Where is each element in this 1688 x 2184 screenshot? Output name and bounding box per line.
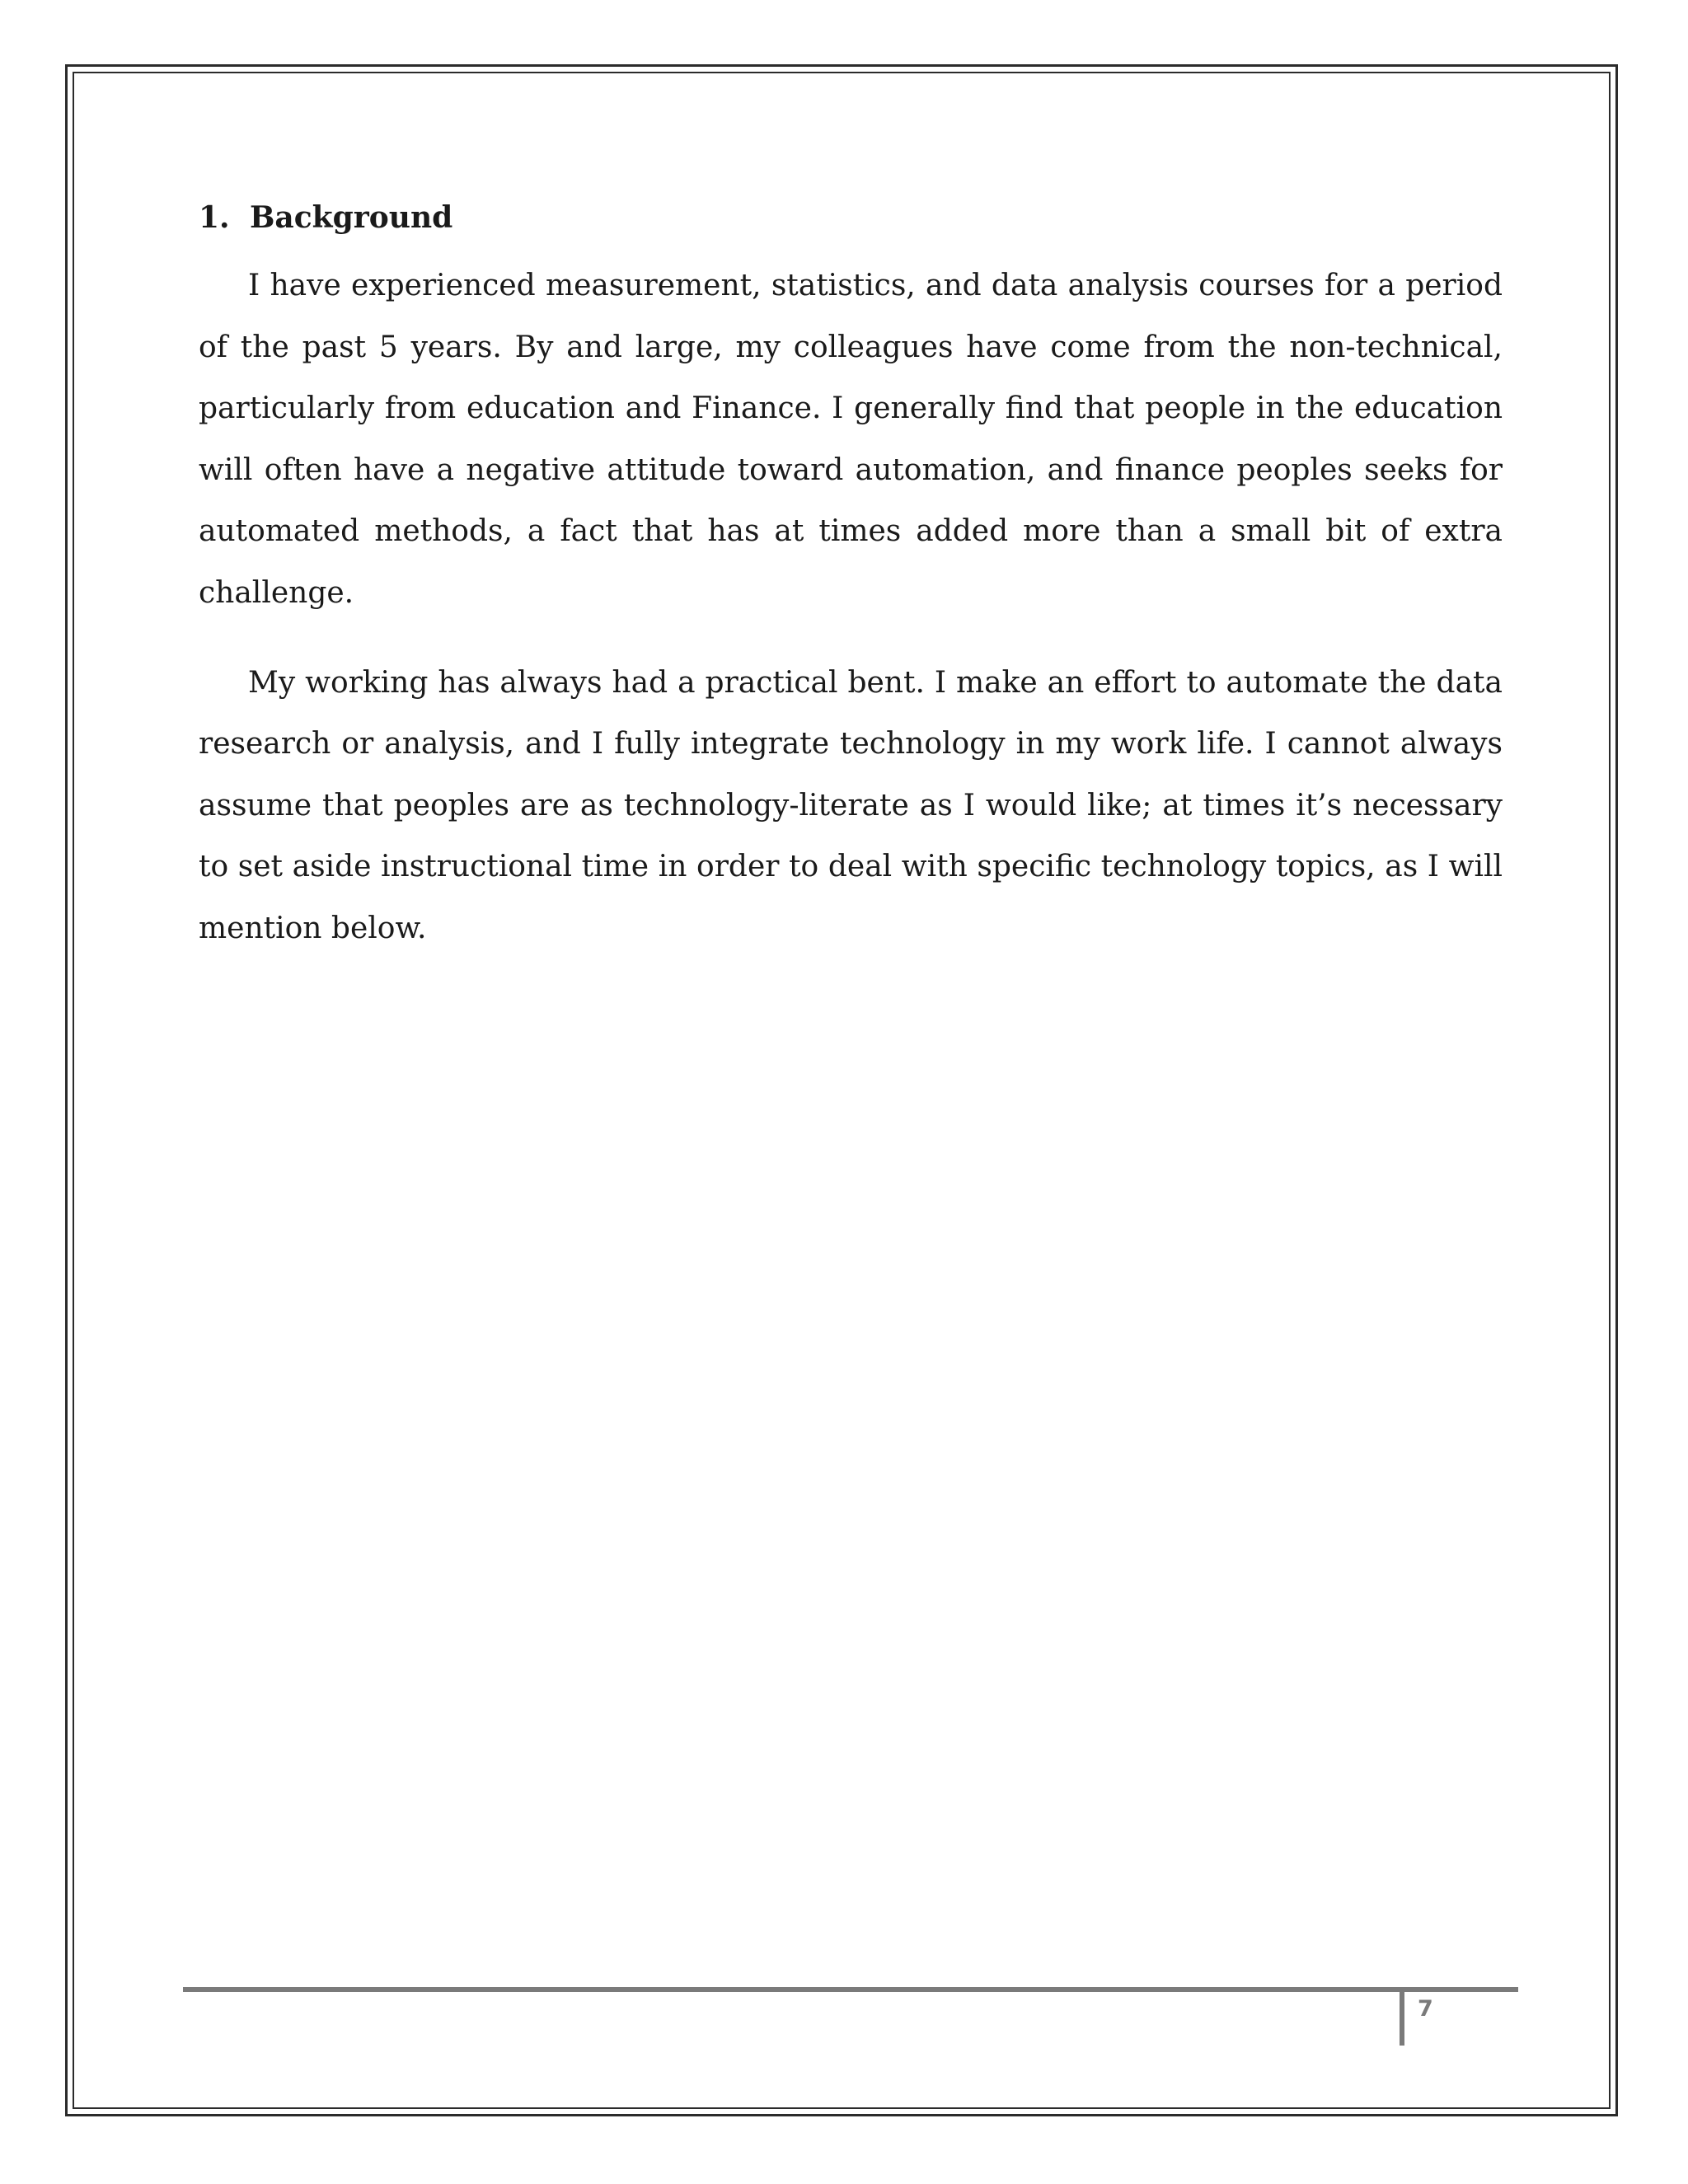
paragraph-1: I have experienced measurement, statistics, and data analysis courses for a period of the past 5 years. By and large, my colleagues have come from the non-technical, particularly from education and Finance. I generally find that people in the education will often have a negative attitude toward automation, and finance peoples seeks for automated methods, a fact that has at times added more than a small bit of extra challenge. <box>199 269 1503 610</box>
page-number: 7 <box>1418 1996 1433 2022</box>
footer-divider <box>1400 1990 1404 2046</box>
paragraph-2: My working has always had a practical bent. I make an effort to automate the data research or analysis, and I fully integrate technology in my work life. I cannot always assume that peoples are as technology-literate as I would like; at times it’s necessary to set aside instructional time in order to deal with specific technology topics, as I will mention below. <box>199 665 1503 945</box>
page-content <box>199 196 1503 960</box>
section-title: Background <box>250 200 453 235</box>
section-number: 1. <box>199 200 230 235</box>
footer-rule <box>183 1987 1518 1992</box>
section-heading <box>199 196 1503 239</box>
